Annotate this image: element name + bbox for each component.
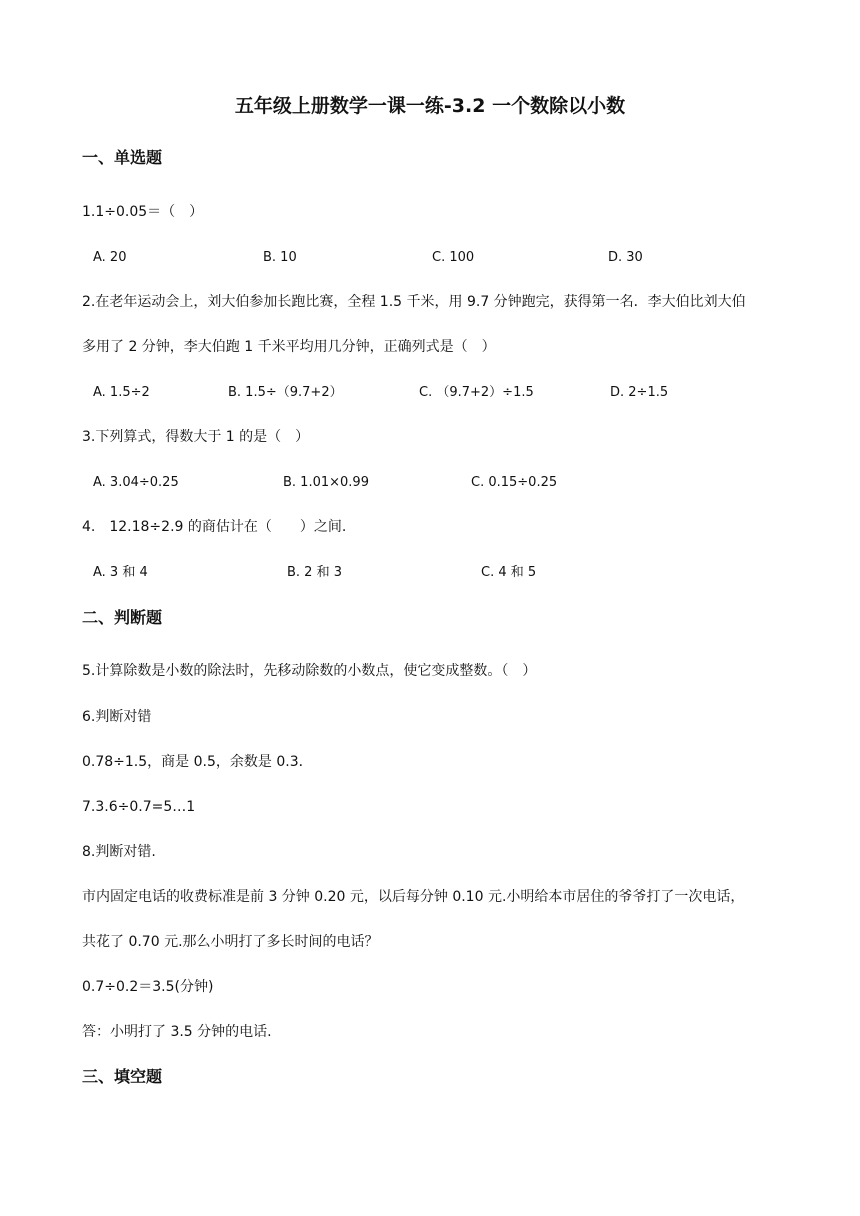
question-1-option-b: B. 10: [263, 250, 297, 265]
question-2-option-d: D. 2÷1.5: [610, 385, 669, 400]
question-3-option-a: A. 3.04÷0.25: [93, 475, 179, 490]
question-2-line-1: 2.在老年运动会上，刘大伯参加长跑比赛，全程 1.5 千米，用 9.7 分钟跑完，获得第一名．李大伯比刘大伯: [82, 294, 746, 310]
question-8-line-2: 共花了 0.70 元.那么小明打了多长时间的电话？: [82, 934, 379, 950]
question-1: 1.1÷0.05＝（ ）: [82, 204, 204, 220]
question-3: 3.下列算式，得数大于 1 的是（ ）: [82, 429, 310, 445]
section-heading-single-choice: 一、单选题: [82, 148, 163, 167]
section-heading-true-false: 二、判断题: [82, 608, 163, 627]
question-6: 6.判断对错: [82, 709, 152, 725]
question-4-option-c: C. 4 和 5: [481, 565, 537, 580]
question-4: 4. 12.18÷2.9 的商估计在（ ）之间.: [82, 519, 347, 535]
question-6-statement: 0.78÷1.5，商是 0.5，余数是 0.3．: [82, 754, 313, 770]
question-2-option-c: C. （9.7+2）÷1.5: [419, 385, 534, 400]
question-8-calculation: 0.7÷0.2＝3.5(分钟): [82, 979, 214, 995]
question-1-option-a: A. 20: [93, 250, 127, 265]
question-1-option-d: D. 30: [608, 250, 643, 265]
question-7: 7.3.6÷0.7=5…1: [82, 799, 196, 815]
question-4-option-a: A. 3 和 4: [93, 565, 148, 580]
question-3-option-c: C. 0.15÷0.25: [471, 475, 558, 490]
question-5: 5.计算除数是小数的除法时，先移动除数的小数点，使它变成整数。（ ）: [82, 663, 537, 679]
question-2-line-2: 多用了 2 分钟，李大伯跑 1 千米平均用几分钟，正确列式是（ ）: [82, 339, 496, 355]
question-8: 8.判断对错.: [82, 844, 156, 860]
question-4-option-b: B. 2 和 3: [287, 565, 342, 580]
question-1-option-c: C. 100: [432, 250, 475, 265]
section-heading-fill-blank: 三、填空题: [82, 1067, 163, 1086]
page-title: 五年级上册数学一课一练-3.2 一个数除以小数: [234, 95, 626, 117]
question-2-option-a: A. 1.5÷2: [93, 385, 150, 400]
question-2-option-b: B. 1.5÷（9.7+2）: [228, 385, 343, 400]
question-8-line-1: 市内固定电话的收费标准是前 3 分钟 0.20 元，以后每分钟 0.10 元.小明给本市居住的爷爷打了一次电话，: [82, 889, 745, 905]
question-3-option-b: B. 1.01×0.99: [283, 475, 369, 490]
question-8-answer: 答：小明打了 3.5 分钟的电话.: [82, 1024, 272, 1040]
